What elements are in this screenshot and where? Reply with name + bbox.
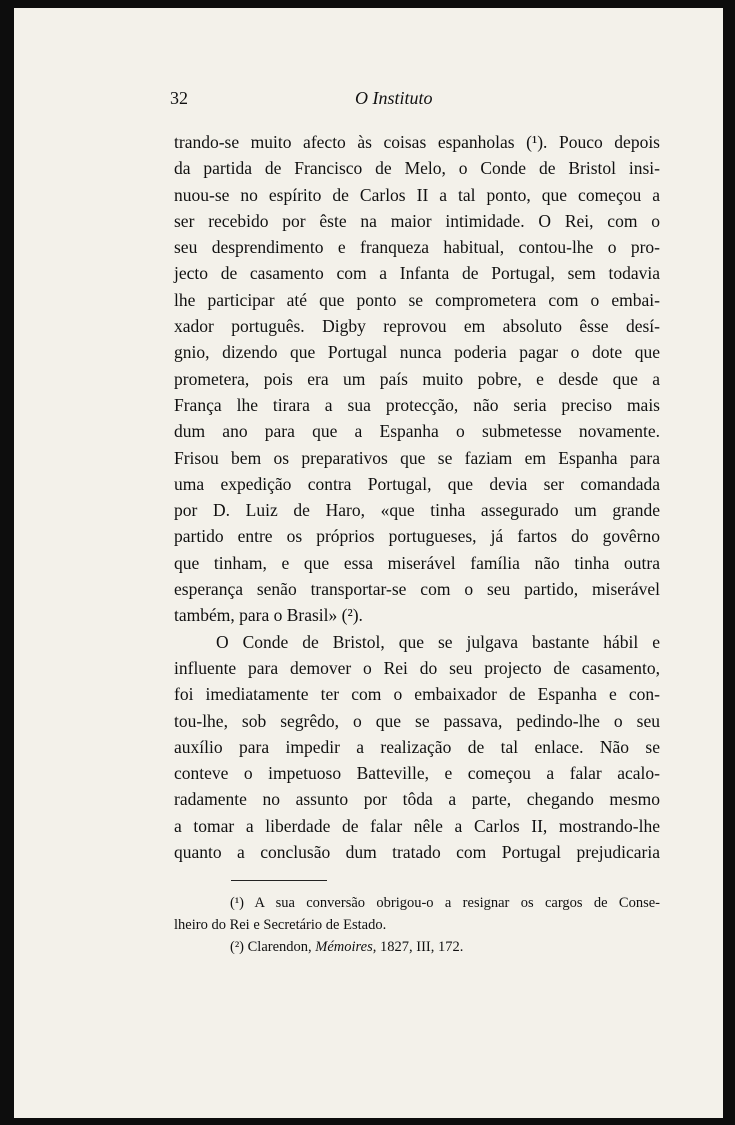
- text-line: partido entre os próprios portugueses, já fartos do govêrno: [174, 526, 660, 547]
- text-line: xador português. Digby reprovou em absoluto êsse desí-: [174, 316, 660, 337]
- text-line: jecto de casamento com a Infanta de Portugal, sem todavia: [174, 263, 660, 284]
- text-line: por D. Luiz de Haro, «que tinha assegurado um grande: [174, 500, 660, 521]
- text-line: a tomar a liberdade de falar nêle a Carlos II, mostrando-lhe: [174, 815, 660, 836]
- text-line: gnio, dizendo que Portugal nunca poderia pagar o dote que: [174, 342, 660, 363]
- text-line: quanto a conclusão dum tratado com Portugal prejudicaria: [174, 842, 660, 863]
- footnote-2-prefix: (²) Clarendon,: [230, 939, 316, 955]
- text-line: da partida de Francisco de Melo, o Conde de Bristol insi-: [174, 158, 660, 179]
- text-line: radamente no assunto por tôda a parte, chegando mesmo: [174, 789, 660, 810]
- text-line: lhe participar até que ponto se comprometera com o embai-: [174, 289, 660, 310]
- footnote-2-suffix: , 1827, III, 172.: [372, 939, 464, 955]
- page-number: 32: [170, 88, 188, 108]
- text-line: uma expedição contra Portugal, que devia ser comandada: [174, 473, 660, 494]
- page-header: [170, 88, 660, 112]
- body-text: [174, 129, 660, 865]
- text-line: conteve o impetuoso Batteville, e começou a falar acalo-: [174, 763, 660, 784]
- text-line: também, para o Brasil» (²).: [174, 605, 363, 626]
- text-line: dum ano para que a Espanha o submetesse novamente.: [174, 421, 660, 442]
- text-line: que tinham, e que essa miserável família não tinha outra: [174, 552, 660, 573]
- footnote-rule: [231, 880, 327, 881]
- footnote-1-line-2: lheiro do Rei e Secretário de Estado.: [174, 917, 387, 933]
- book-page: [14, 8, 723, 1118]
- text-line: prometera, pois era um país muito pobre, e desde que a: [174, 368, 660, 389]
- text-line: tou-lhe, sob segrêdo, o que se passava, pedindo-lhe o seu: [174, 710, 660, 731]
- text-line: esperança senão transportar-se com o seu partido, miserável: [174, 579, 660, 600]
- footnote-1-line-1: (¹) A sua conversão obrigou-o a resignar os cargos de Conse-: [230, 895, 660, 911]
- footnote-2: [174, 936, 660, 958]
- text-line: auxílio para impedir a realização de tal enlace. Não se: [174, 736, 660, 757]
- running-title: O Instituto: [355, 88, 433, 108]
- text-line: França lhe tirara a sua protecção, não seria preciso mais: [174, 394, 660, 415]
- footnotes: [174, 892, 660, 958]
- text-line: O Conde de Bristol, que se julgava bastante hábil e: [216, 631, 660, 652]
- text-line: nuou-se no espírito de Carlos II a tal ponto, que começou a: [174, 184, 660, 205]
- footnote-2-title: Mémoires: [315, 939, 373, 955]
- text-line: trando-se muito afecto às coisas espanholas (¹). Pouco depois: [174, 132, 660, 152]
- text-line: ser recebido por êste na maior intimidade. O Rei, com o: [174, 210, 660, 231]
- text-line: Frisou bem os preparativos que se faziam em Espanha para: [174, 447, 660, 468]
- text-line: seu desprendimento e franqueza habitual, contou-lhe o pro-: [174, 237, 660, 258]
- text-line: influente para demover o Rei do seu projecto de casamento,: [174, 657, 660, 678]
- text-line: foi imediatamente ter com o embaixador de Espanha e con-: [174, 684, 660, 705]
